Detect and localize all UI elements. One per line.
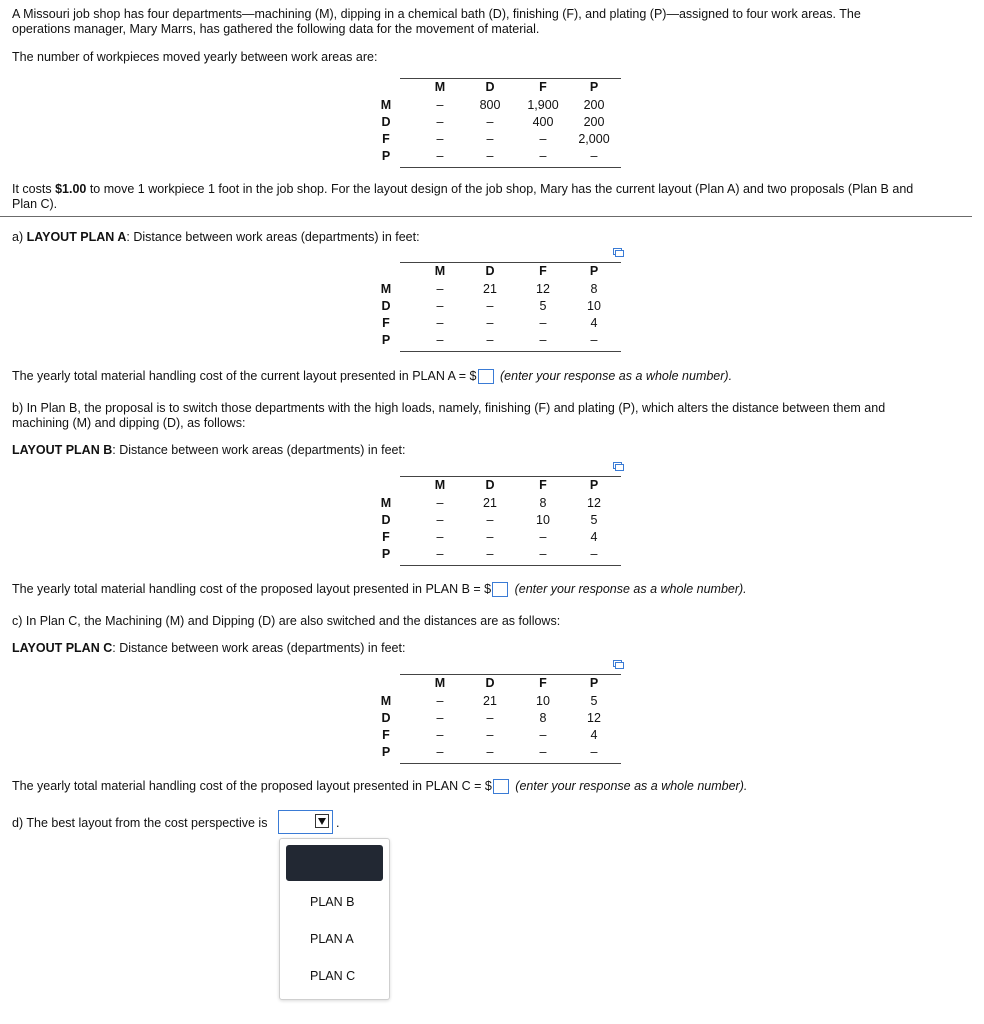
table-cell: – <box>436 530 444 544</box>
table-cell: – <box>486 745 494 759</box>
plan-b-intro-2: machining (M) and dipping (D), as follows: <box>12 416 246 430</box>
dropdown-selected-blank-option[interactable] <box>286 845 383 881</box>
table-cell: – <box>436 728 444 742</box>
copy-table-icon[interactable] <box>613 462 624 471</box>
table-cell: – <box>590 745 598 759</box>
row-label-d: D <box>381 115 391 129</box>
cost-amount: $1.00 <box>55 182 87 196</box>
column-header-p: P <box>589 478 599 492</box>
column-header-d: D <box>485 478 495 492</box>
best-layout-question: d) The best layout from the cost perspective is <box>12 816 268 830</box>
column-header-m: M <box>434 478 446 492</box>
table-cell: – <box>436 333 444 347</box>
table-top-rule <box>400 262 621 263</box>
table-cell: 12 <box>587 711 601 725</box>
table-cell: – <box>486 132 494 146</box>
table-cell: – <box>436 496 444 510</box>
plan-c-intro: c) In Plan C, the Machining (M) and Dipping (D) are also switched and the distances are as follows: <box>12 614 561 628</box>
table-cell: 5 <box>590 513 598 527</box>
table-cell: 21 <box>483 694 497 708</box>
column-header-m: M <box>434 676 446 690</box>
table-cell: – <box>436 711 444 725</box>
plan-c-title: LAYOUT PLAN C: Distance between work areas (departments) in feet: <box>12 641 406 655</box>
column-header-m: M <box>434 80 446 94</box>
table-bottom-rule <box>400 565 621 566</box>
option-plan-a[interactable]: PLAN A <box>310 932 354 946</box>
table-cell: 1,900 <box>527 98 559 112</box>
table-cell: – <box>436 513 444 527</box>
table-top-rule <box>400 476 621 477</box>
table-cell: 200 <box>583 115 605 129</box>
column-header-f: F <box>539 676 547 690</box>
plan-b-intro-1: b) In Plan B, the proposal is to switch those departments with the high loads, namely, finishing (F) and plating (P), which alters the distance between them and <box>12 401 886 415</box>
flow-table <box>368 78 621 168</box>
plan-a-question: The yearly total material handling cost of the current layout presented in PLAN A = $ (enter your response as a whole number). <box>12 369 733 383</box>
plan-c-question: The yearly total material handling cost of the proposed layout presented in PLAN C = $ (enter your response as a whole number). <box>12 779 748 793</box>
table-cell: 4 <box>590 530 598 544</box>
column-header-p: P <box>589 264 599 278</box>
table-cell: – <box>486 299 494 313</box>
table-top-rule <box>400 674 621 675</box>
table-cell: – <box>436 115 444 129</box>
table-cell: – <box>436 149 444 163</box>
table-cell: – <box>539 547 547 561</box>
row-label-f: F <box>382 728 390 742</box>
option-plan-b[interactable]: PLAN B <box>310 895 355 909</box>
row-label-d: D <box>381 711 391 725</box>
table-cell: – <box>436 98 444 112</box>
column-header-p: P <box>589 80 599 94</box>
table-bottom-rule <box>400 351 621 352</box>
plan-a-title: a) LAYOUT PLAN A: Distance between work areas (departments) in feet: <box>12 230 420 244</box>
table-cell: 12 <box>587 496 601 510</box>
column-header-d: D <box>485 80 495 94</box>
table-cell: – <box>486 728 494 742</box>
row-label-m: M <box>380 496 392 510</box>
column-header-d: D <box>485 676 495 690</box>
table-cell: – <box>590 547 598 561</box>
column-header-f: F <box>539 478 547 492</box>
plan-a-cost-input[interactable] <box>478 369 494 384</box>
dropdown-arrow-icon[interactable] <box>315 814 329 828</box>
row-label-f: F <box>382 530 390 544</box>
plan-c-cost-input[interactable] <box>493 779 509 794</box>
table-cell: 8 <box>539 711 547 725</box>
table-cell: – <box>486 530 494 544</box>
table-cell: 4 <box>590 728 598 742</box>
row-label-p: P <box>381 745 391 759</box>
intro-line-2: operations manager, Mary Marrs, has gathered the following data for the movement of material. <box>12 22 540 36</box>
intro-line-1: A Missouri job shop has four departments—machining (M), dipping in a chemical bath (D), finishing (F), and plating (P)—assigned to four work areas. The <box>12 7 861 21</box>
table-cell: 10 <box>536 513 550 527</box>
column-header-m: M <box>434 264 446 278</box>
cost-statement-line-2: Plan C). <box>12 197 58 211</box>
table-cell: – <box>436 282 444 296</box>
copy-table-icon[interactable] <box>613 660 624 669</box>
plan-b-question: The yearly total material handling cost of the proposed layout presented in PLAN B = $ (enter your response as a whole number). <box>12 582 747 596</box>
table-cell: – <box>486 149 494 163</box>
plan-a-table <box>368 262 621 352</box>
table-cell: 2,000 <box>578 132 610 146</box>
table-cell: 10 <box>587 299 601 313</box>
table-cell: – <box>436 132 444 146</box>
table-cell: 4 <box>590 316 598 330</box>
table-cell: – <box>539 530 547 544</box>
table-cell: – <box>539 149 547 163</box>
table-cell: 5 <box>590 694 598 708</box>
flow-table-title: The number of workpieces moved yearly between work areas are: <box>12 50 378 64</box>
divider <box>0 216 972 217</box>
table-cell: – <box>539 728 547 742</box>
plan-c-table <box>368 674 621 764</box>
table-cell: 8 <box>590 282 598 296</box>
row-label-d: D <box>381 513 391 527</box>
table-cell: 21 <box>483 496 497 510</box>
table-cell: – <box>486 513 494 527</box>
table-cell: – <box>436 299 444 313</box>
copy-table-icon[interactable] <box>613 248 624 257</box>
table-cell: – <box>436 547 444 561</box>
table-cell: 800 <box>479 98 501 112</box>
table-cell: 21 <box>483 282 497 296</box>
table-cell: – <box>486 115 494 129</box>
column-header-f: F <box>539 80 547 94</box>
table-cell: – <box>539 745 547 759</box>
table-cell: – <box>486 711 494 725</box>
table-bottom-rule <box>400 167 621 168</box>
row-label-p: P <box>381 333 391 347</box>
row-label-p: P <box>381 547 391 561</box>
best-layout-select[interactable] <box>278 810 333 834</box>
row-label-f: F <box>382 132 390 146</box>
table-cell: 12 <box>536 282 550 296</box>
table-top-rule <box>400 78 621 79</box>
cost-statement: It costs $1.00 to move 1 workpiece 1 foot in the job shop. For the layout design of the job shop, Mary has the current layout (Plan A) and two proposals (Plan B and <box>12 182 914 196</box>
table-cell: – <box>539 333 547 347</box>
table-cell: – <box>590 149 598 163</box>
plan-b-table <box>368 476 621 566</box>
option-plan-c[interactable]: PLAN C <box>310 969 356 983</box>
plan-b-cost-input[interactable] <box>492 582 508 597</box>
table-cell: – <box>539 132 547 146</box>
table-cell: 5 <box>539 299 547 313</box>
table-cell: – <box>436 694 444 708</box>
table-cell: 200 <box>583 98 605 112</box>
table-bottom-rule <box>400 763 621 764</box>
row-label-m: M <box>380 98 392 112</box>
column-header-f: F <box>539 264 547 278</box>
table-cell: – <box>486 547 494 561</box>
table-cell: – <box>539 316 547 330</box>
table-cell: 10 <box>536 694 550 708</box>
column-header-p: P <box>589 676 599 690</box>
best-layout-options-menu <box>279 838 390 1000</box>
row-label-m: M <box>380 694 392 708</box>
table-cell: – <box>436 316 444 330</box>
column-header-d: D <box>485 264 495 278</box>
row-label-f: F <box>382 316 390 330</box>
best-layout-period: . <box>336 816 340 830</box>
table-cell: – <box>486 333 494 347</box>
table-cell: 8 <box>539 496 547 510</box>
plan-b-title: LAYOUT PLAN B: Distance between work areas (departments) in feet: <box>12 443 406 457</box>
row-label-m: M <box>380 282 392 296</box>
row-label-d: D <box>381 299 391 313</box>
table-cell: – <box>436 745 444 759</box>
table-cell: – <box>590 333 598 347</box>
row-label-p: P <box>381 149 391 163</box>
table-cell: – <box>486 316 494 330</box>
table-cell: 400 <box>532 115 554 129</box>
